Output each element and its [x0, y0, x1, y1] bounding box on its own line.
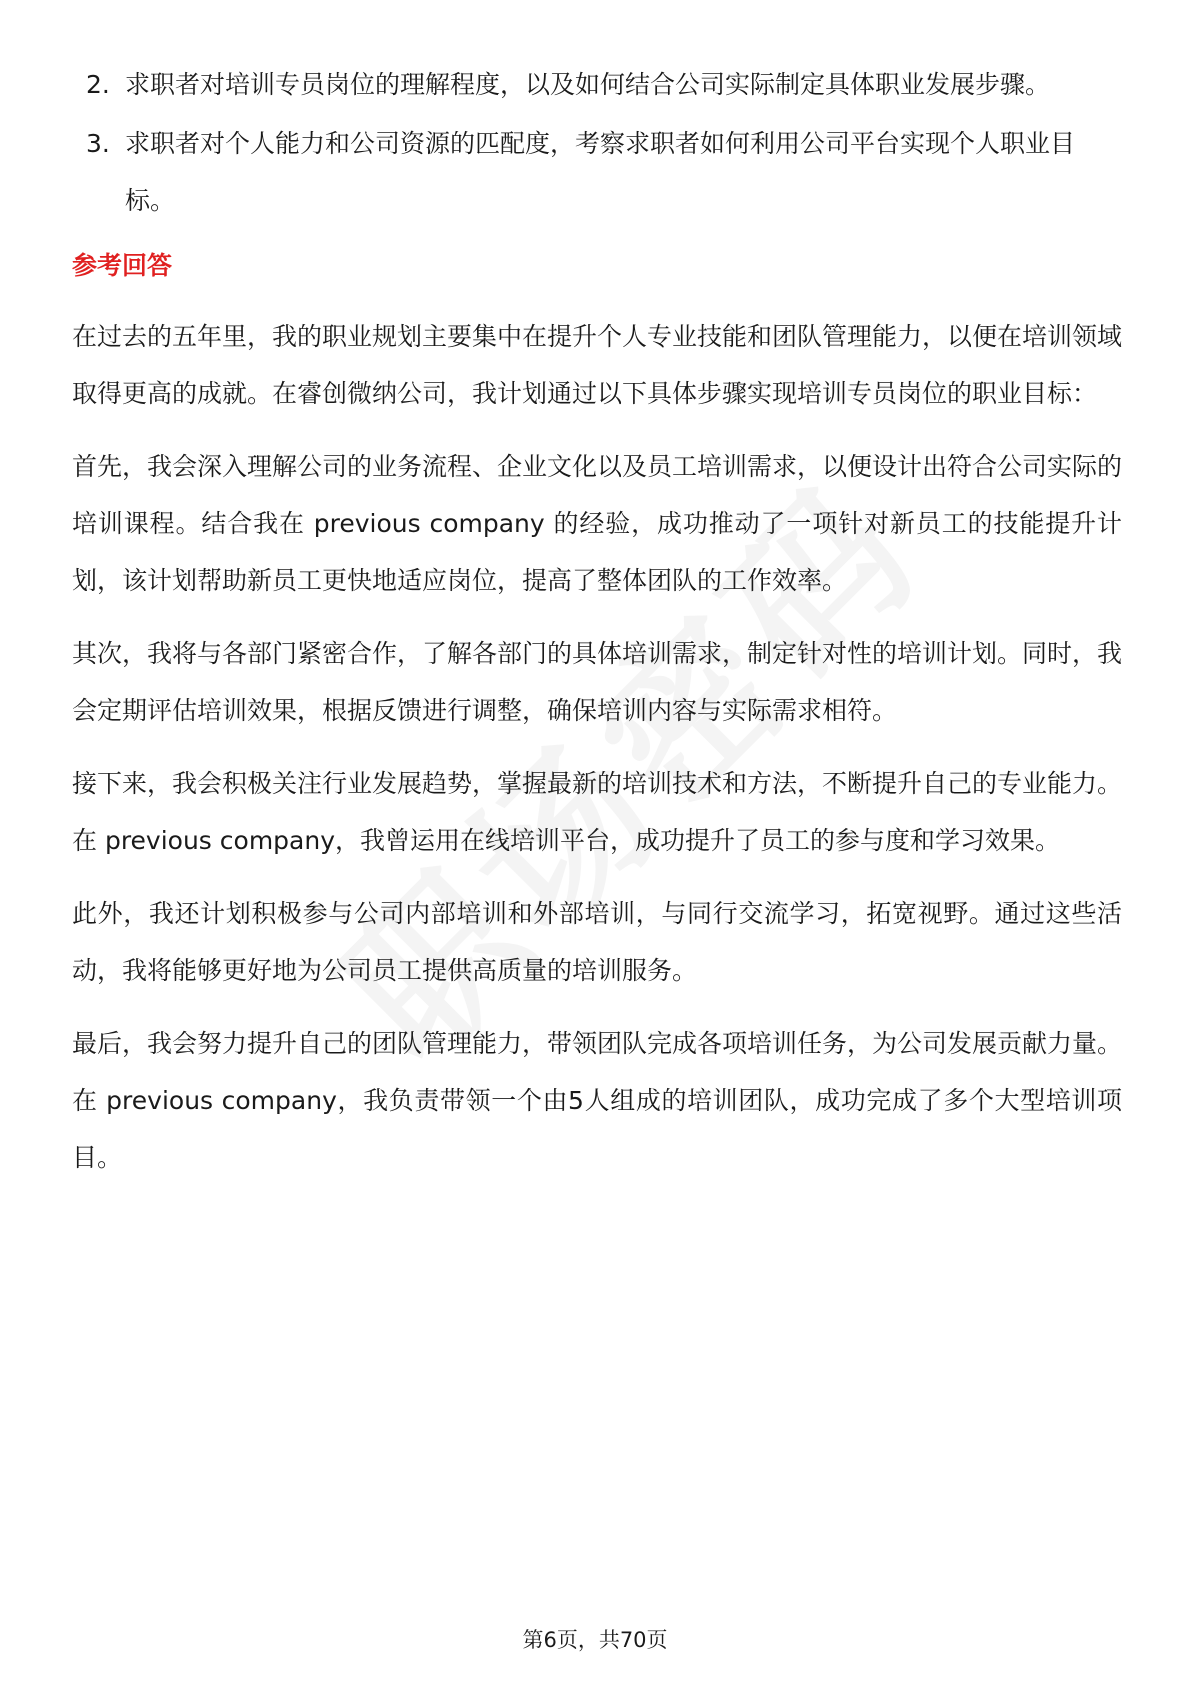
list-item-text: 求职者对个人能力和公司资源的匹配度，考察求职者如何利用公司平台实现个人职业目标。: [125, 129, 1076, 215]
list-item-text: 求职者对培训专员岗位的理解程度，以及如何结合公司实际制定具体职业发展步骤。: [125, 70, 1051, 99]
list-item: [72, 56, 1122, 113]
criteria-list: [72, 56, 1122, 229]
paragraph: 此外，我还计划积极参与公司内部培训和外部培训，与同行交流学习，拓宽视野。通过这些活动，我将能够更好地为公司员工提供高质量的培训服务。: [72, 899, 1122, 985]
list-item-number: 2.: [86, 70, 110, 99]
paragraph: 首先，我会深入理解公司的业务流程、企业文化以及员工培训需求，以便设计出符合公司实际的培训课程。结合我在 previous company 的经验，成功推动了一项针对新员工的技能提升计划，该计划帮助新员工更快地适应岗位，提高了整体团队的工作效率。: [72, 452, 1123, 595]
list-item-number: 3.: [86, 129, 110, 158]
page-number: 第6页，共70页: [522, 1628, 668, 1652]
section-title: 参考回答: [72, 251, 173, 280]
paragraph: 其次，我将与各部门紧密合作，了解各部门的具体培训需求，制定针对性的培训计划。同时，我会定期评估培训效果，根据反馈进行调整，确保培训内容与实际需求相符。: [72, 639, 1123, 725]
paragraph: 在过去的五年里，我的职业规划主要集中在提升个人专业技能和团队管理能力，以便在培训领域取得更高的成就。在睿创微纳公司，我计划通过以下具体步骤实现培训专员岗位的职业目标：: [72, 322, 1123, 408]
list-item: [72, 115, 1122, 229]
paragraph: 接下来，我会积极关注行业发展趋势，掌握最新的培训技术和方法，不断提升自己的专业能力。在 previous company，我曾运用在线培训平台，成功提升了员工的参与度和学习效果。: [72, 769, 1123, 855]
page-content: [72, 56, 1122, 1202]
paragraph: 最后，我会努力提升自己的团队管理能力，带领团队完成各项培训任务，为公司发展贡献力量。在 previous company，我负责带领一个由5人组成的培训团队，成功完成了多个大型培训项目。: [72, 1029, 1123, 1172]
